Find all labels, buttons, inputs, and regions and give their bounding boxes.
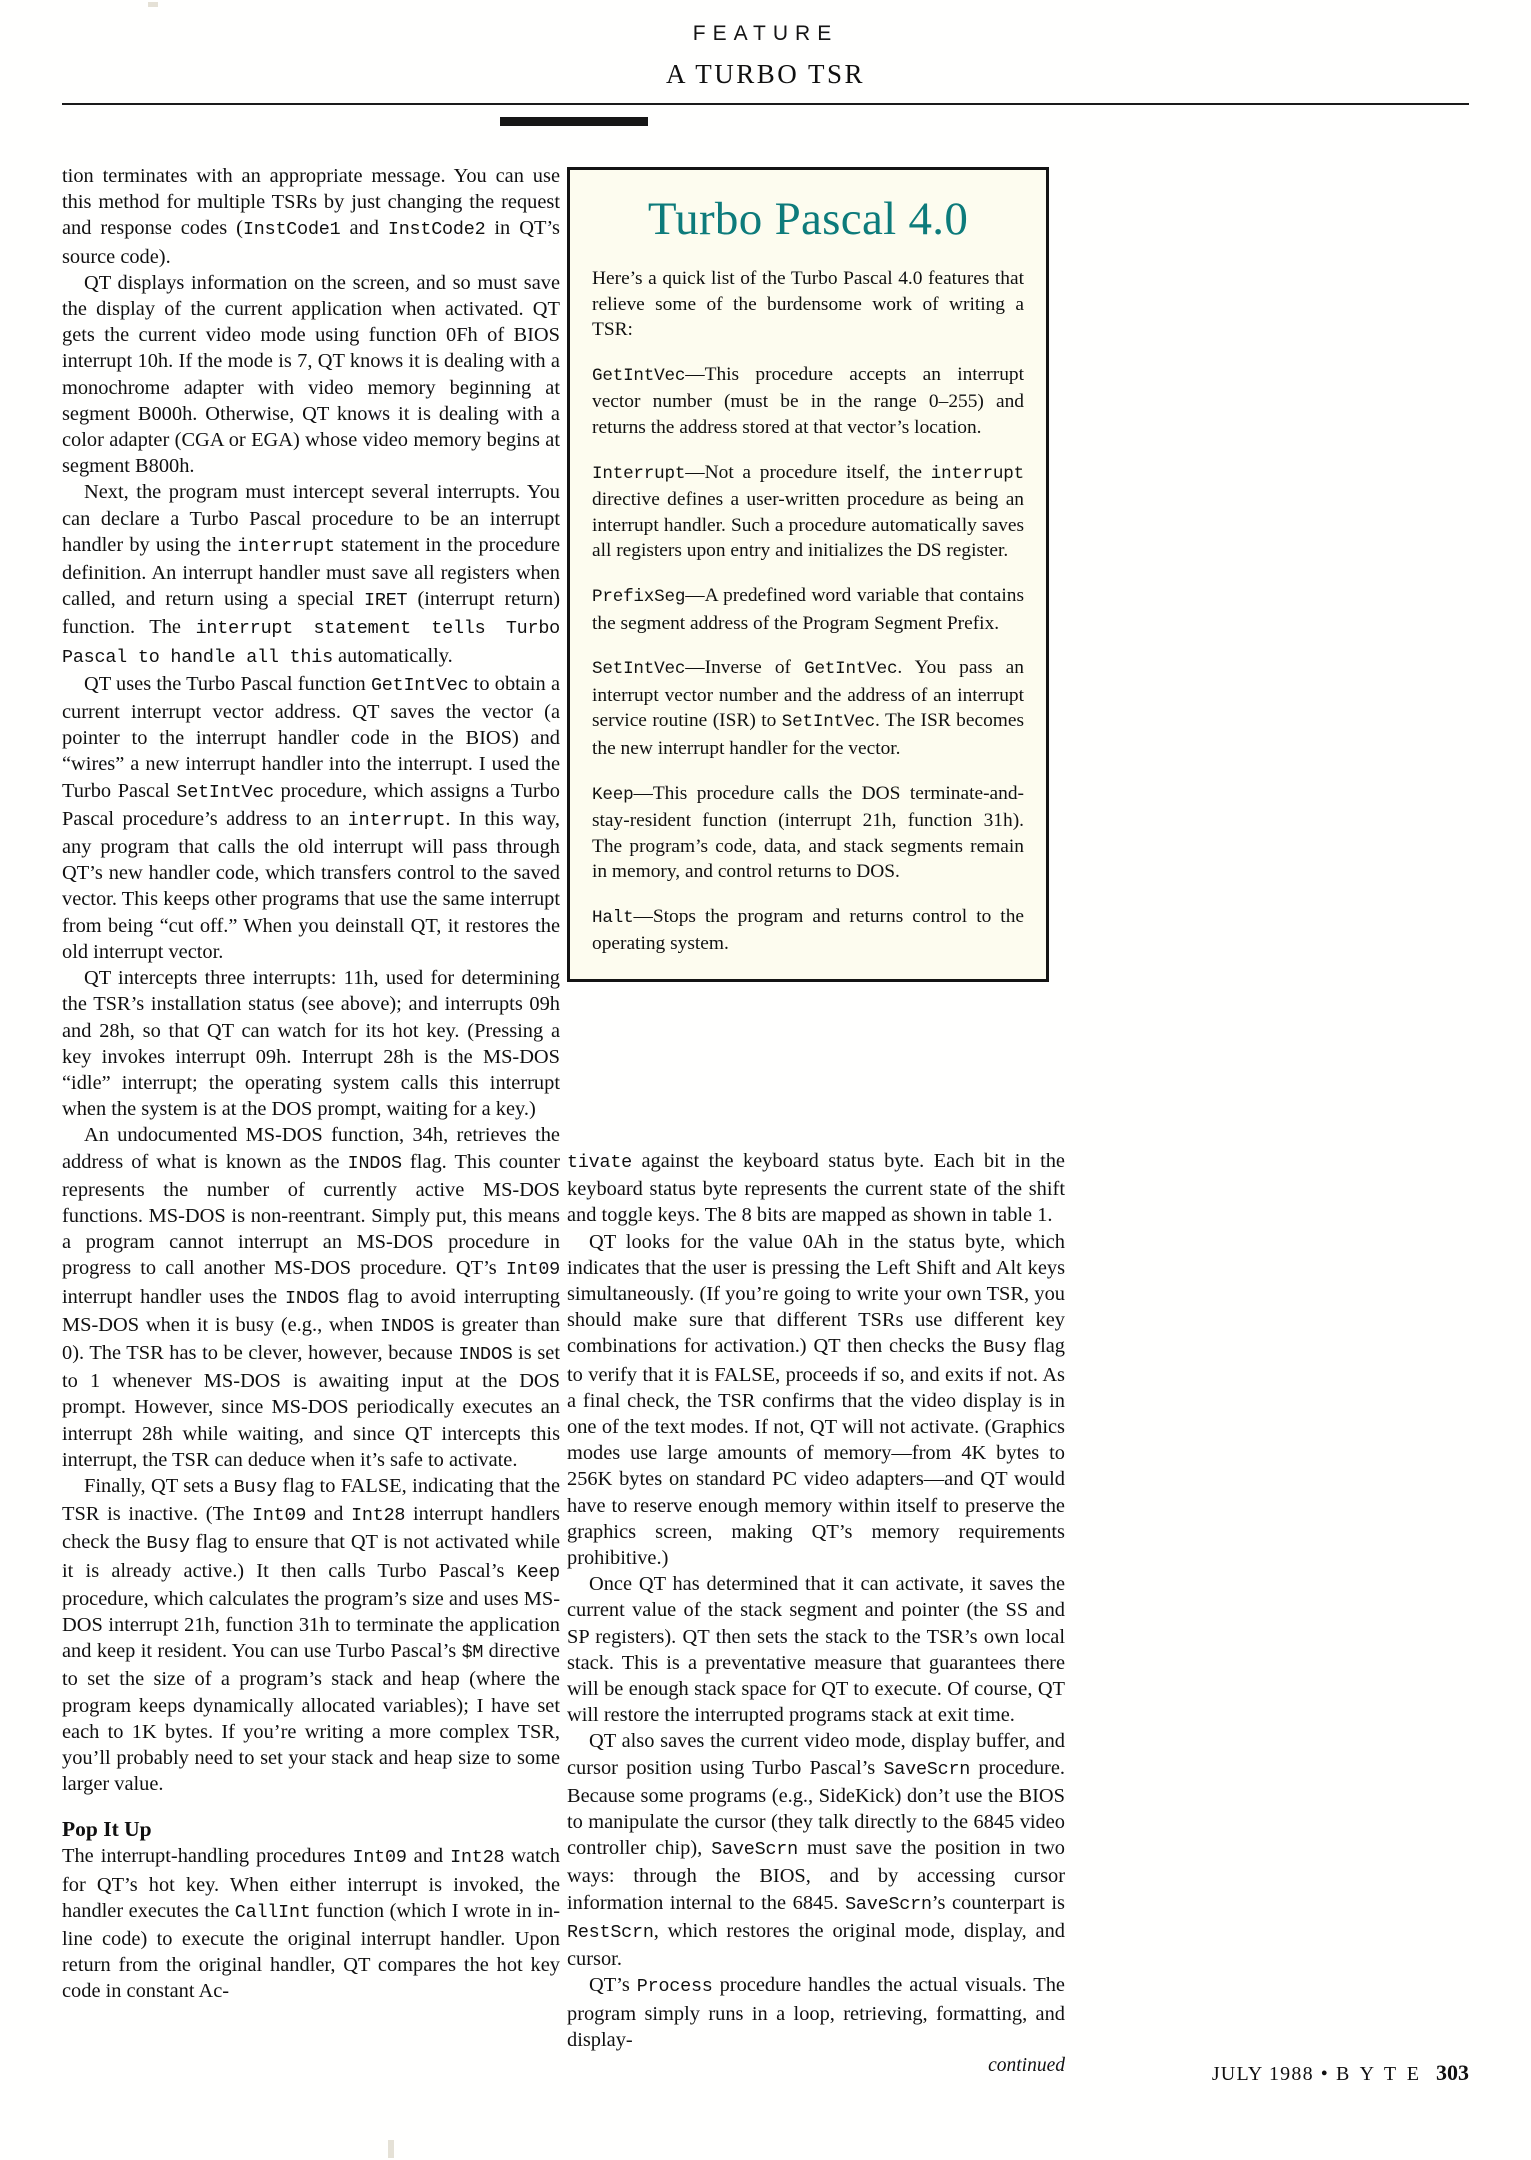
scan-artifact-bottom xyxy=(388,2140,394,2158)
sidebar-paragraph: GetIntVec—This procedure accepts an interrupt vector number (must be in the range 0–255) and returns the address stored at that vector’s location. xyxy=(592,363,1024,438)
paragraph: QT also saves the current video mode, display buffer, and cursor position using Turbo Pascal’s SaveScrn procedure. Because some programs (e.g., SideKick) don’t use the BIOS to manipulate the cursor (they talk directly to the 6845 video controller chip), SaveScrn must save the position in two ways: through the BIOS, and by accessing cursor information internal to the 6845. SaveScrn’s counterpart is RestScrn, which restores the original mode, display, and cursor. xyxy=(567,1730,1065,1971)
paragraph: The interrupt-handling procedures Int09 and Int28 watch for QT’s hot key. When either interrupt is invoked, the handler executes the CallInt function (which I wrote in in-line code) to execute the original interrupt handler. Upon return from the original handler, QT compares the hot key code in constant Ac- xyxy=(62,1845,560,2003)
sidebar-title: Turbo Pascal 4.0 xyxy=(647,193,969,245)
sidebar-box xyxy=(567,167,1049,982)
footer-bullet: • xyxy=(1320,2063,1329,2085)
scan-artifact-top xyxy=(148,2,158,7)
sidebar-paragraph: Interrupt—Not a procedure itself, the interrupt directive defines a user-written procedure as being an interrupt handler. Such a procedure automatically saves all registers upon entry and initializes the DS register. xyxy=(592,461,1024,562)
header-accent-bar xyxy=(500,117,648,126)
sidebar-paragraph: PrefixSeg—A predefined word variable that contains the segment address of the Program Segment Prefix. xyxy=(592,584,1024,634)
paragraph: Next, the program must intercept several interrupts. You can declare a Turbo Pascal procedure to be an interrupt handler by using the interrupt statement in the procedure definition. An interrupt handler must save all registers when called, and return using a special IRET (interrupt return) function. The interrupt statement tells Turbo Pascal to handle all this automatically. xyxy=(62,481,560,668)
sidebar-paragraph: SetIntVec—Inverse of GetIntVec. You pass an interrupt vector number and the address of an interrupt service routine (ISR) to SetIntVec. The ISR becomes the new interrupt handler for the vector. xyxy=(592,657,1024,759)
paragraph: QT’s Process procedure handles the actual visuals. The program simply runs in a loop, retrieving, formatting, and display- xyxy=(567,1974,1065,2051)
magazine-name: B Y T E xyxy=(1335,2063,1422,2085)
paragraph: tivate against the keyboard status byte. Each bit in the keyboard status byte represents the current state of the shift and toggle keys. The 8 bits are mapped as shown in table 1. xyxy=(567,1150,1065,1227)
sidebar-paragraph: Here’s a quick list of the Turbo Pascal 4.0 features that relieve some of the burdensome work of writing a TSR: xyxy=(592,268,1024,341)
page-footer xyxy=(1212,2060,1469,2086)
page-number: 303 xyxy=(1436,2060,1469,2085)
section-subhead: Pop It Up xyxy=(62,1817,152,1842)
right-column xyxy=(567,1148,1065,2079)
section-kicker: FEATURE xyxy=(692,22,839,45)
issue-date: JULY 1988 xyxy=(1211,2063,1314,2085)
paragraph: An undocumented MS-DOS function, 34h, retrieves the address of what is known as the INDOS flag. This counter represents the number of currently active MS-DOS functions. MS-DOS is non-reentrant. Simply put, this means a program cannot interrupt an MS-DOS procedure in progress to call another MS-DOS procedure. QT’s Int09 interrupt handler uses the INDOS flag to avoid interrupting MS-DOS when it is busy (e.g., when INDOS is greater than 0). The TSR has to be clever, however, because INDOS is set to 1 whenever MS-DOS is awaiting input at the DOS prompt. However, since MS-DOS periodically executes an interrupt 28h while waiting, and since QT intercepts this interrupt, the TSR can deduce when it’s safe to activate. xyxy=(62,1124,561,1471)
sidebar-paragraph: Halt—Stops the program and returns control to the operating system. xyxy=(592,905,1024,955)
sidebar-paragraph: Keep—This procedure calls the DOS terminate-and-stay-resident function (interrupt 21h, function 31h). The program’s code, data, and stack segments remain in memory, and control returns to DOS. xyxy=(592,782,1024,883)
paragraph: QT looks for the value 0Ah in the status byte, which indicates that the user is pressing the Left Shift and Alt keys simultaneously. (If you’re going to write your own TSR, you should make sure that different TSRs use different key combinations for activation.) QT then checks the Busy flag to verify that it is FALSE, proceeds if so, and exits if not. As a final check, the TSR confirms that the video display is in one of the text modes. If not, QT will not activate. (Graphics modes use large amounts of memory—from 4K bytes to 256K bytes on standard PC video adapters—and QT would have to reserve enough memory within itself to preserve the graphics screen, making QT’s memory requirements prohibitive.) xyxy=(567,1230,1065,1570)
paragraph: QT displays information on the screen, and so must save the display of the current application when activated. QT gets the current video mode using function 0Fh of BIOS interrupt 10h. If the mode is 7, QT knows it is dealing with a monochrome adapter with video memory beginning at segment B000h. Otherwise, QT knows it is dealing with a color adapter (CGA or EGA) whose video memory begins at segment B800h. xyxy=(62,271,560,478)
paragraph: QT intercepts three interrupts: 11h, used for determining the TSR’s installation status (see above); and interrupts 09h and 28h, so that QT can watch for its hot key. (Pressing a key invokes interrupt 09h. Interrupt 28h is the MS-DOS “idle” interrupt; the operating system calls this interrupt when the system is at the DOS prompt, waiting for a key.) xyxy=(62,967,560,1121)
left-column xyxy=(62,163,560,2005)
paragraph: tion terminates with an appropriate message. You can use this method for multiple TSRs by just changing the request and response codes (InstCode1 and InstCode2 in QT’s source code). xyxy=(62,165,560,268)
header-rule xyxy=(62,103,1469,105)
article-title: A TURBO TSR xyxy=(665,59,866,89)
paragraph: Finally, QT sets a Busy flag to FALSE, indicating that the TSR is inactive. (The Int09 and Int28 interrupt handlers check the Busy flag to ensure that QT is not activated while it is already active.) It then calls Turbo Pascal’s Keep procedure, which calculates the program’s size and uses MS-DOS interrupt 21h, function 31h to terminate the application and keep it resident. You can use Turbo Pascal’s $M directive to set the size of a program’s stack and heap (where the program keeps dynamically allocated variables); I have set each to 1K bytes. If you’re writing a more complex TSR, you’ll probably need to set your stack and heap size to some larger value. xyxy=(62,1474,561,1796)
continued-label: continued xyxy=(988,2054,1065,2076)
paragraph: Once QT has determined that it can activate, it saves the current value of the stack segment and pointer (the SS and SP registers). QT then sets the stack to the TSR’s own local stack. This is a preventative measure that guarantees there will be enough stack space for QT to execute. Of course, QT will restore the interrupted programs stack at exit time. xyxy=(567,1573,1065,1727)
page-header xyxy=(0,0,1531,90)
paragraph: QT uses the Turbo Pascal function GetIntVec to obtain a current interrupt vector address. QT saves the vector (a pointer to the interrupt handler code in the BIOS) and “wires” a new interrupt handler into the interrupt. I used the Turbo Pascal SetIntVec procedure, which assigns a Turbo Pascal procedure’s address to an interrupt. In this way, any program that calls the old interrupt will pass through QT’s new handler code, which transfers control to the saved vector. This keeps other programs that use the same interrupt from being “cut off.” When you deinstall QT, it restores the old interrupt vector. xyxy=(62,672,561,963)
